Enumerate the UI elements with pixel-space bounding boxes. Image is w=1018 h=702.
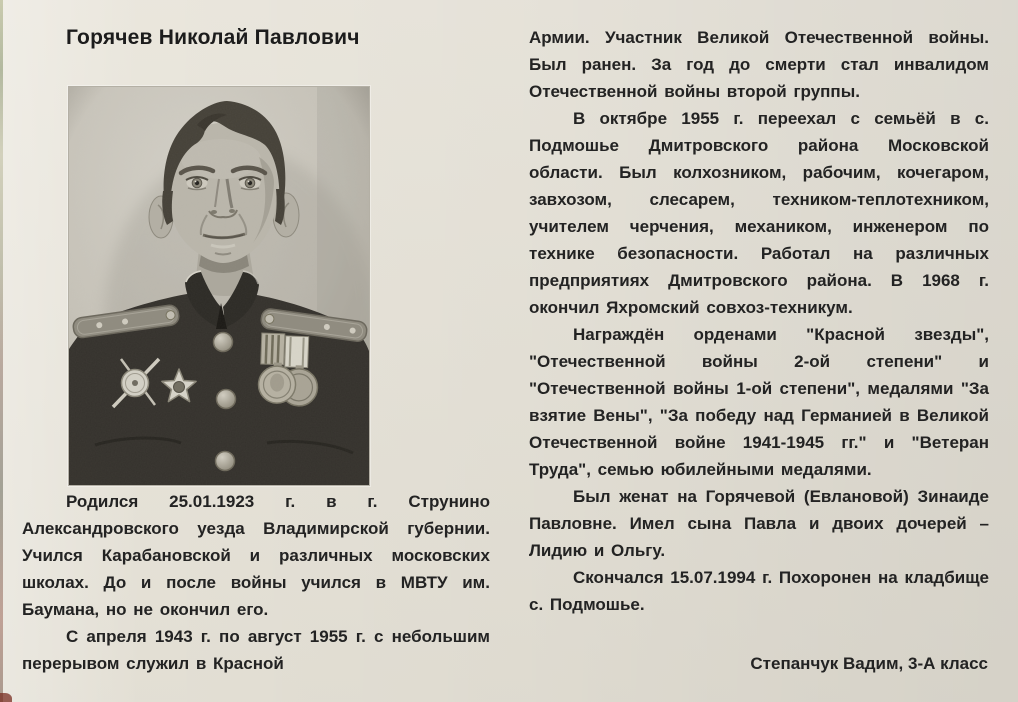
page-title: Горячев Николай Павлович	[66, 26, 360, 49]
bio-paragraph-war: Армии. Участник Великой Отечественной войны. Был ранен. За год до смерти стал инвалидом Отечественной войны второй группы.	[529, 28, 989, 101]
right-column-text	[529, 24, 989, 618]
bio-paragraph-birth: Родился 25.01.1923 г. в г. Струнино Александровского уезда Владимирской губернии. Учился Карабановской и различных московских школах. До и после войны учился в МВТУ им. Баумана, но не окончил его.	[22, 492, 490, 619]
portrait-photo	[68, 86, 370, 486]
scan-edge-artifact	[0, 0, 3, 702]
portrait-photo-illustration	[69, 87, 369, 485]
bio-paragraph-family: Был женат на Горячевой (Евлановой) Зинаиде Павловне. Имел сына Павла и двоих дочерей – Лидию и Ольгу.	[529, 487, 989, 560]
bio-paragraph-awards: Награждён орденами "Красной звезды", "Отечественной войны 2-ой степени" и "Отечественной войны 1-ой степени", медалями "За взятие Вены", "За победу над Германией в Великой Отечественной войне 1941-1945 гг." и "Ветеран Труда", семью юбилейными медалями.	[529, 325, 989, 479]
bio-paragraph-relocation: В октябре 1955 г. переехал с семьёй в с. Подмошье Дмитровского района Московской области. Был колхозником, рабочим, кочегаром, завхозом, слесарем, техником-теплотехником, учителем черчения, механиком, инженером по технике безопасности. Работал на различных предприятиях Дмитровского района. В 1968 г. окончил Яхромский совхоз-техникум.	[529, 109, 989, 317]
bio-paragraph-death: Скончался 15.07.1994 г. Похоронен на кладбище с. Подмошье.	[529, 568, 989, 614]
photo-vignette	[69, 87, 369, 485]
author-signature: Степанчук Вадим, 3-А класс	[750, 654, 988, 673]
bio-paragraph-service: С апреля 1943 г. по август 1955 г. с небольшим перерывом служил в Красной	[22, 627, 490, 673]
scan-corner-artifact	[0, 693, 12, 702]
left-column-text	[22, 488, 490, 677]
